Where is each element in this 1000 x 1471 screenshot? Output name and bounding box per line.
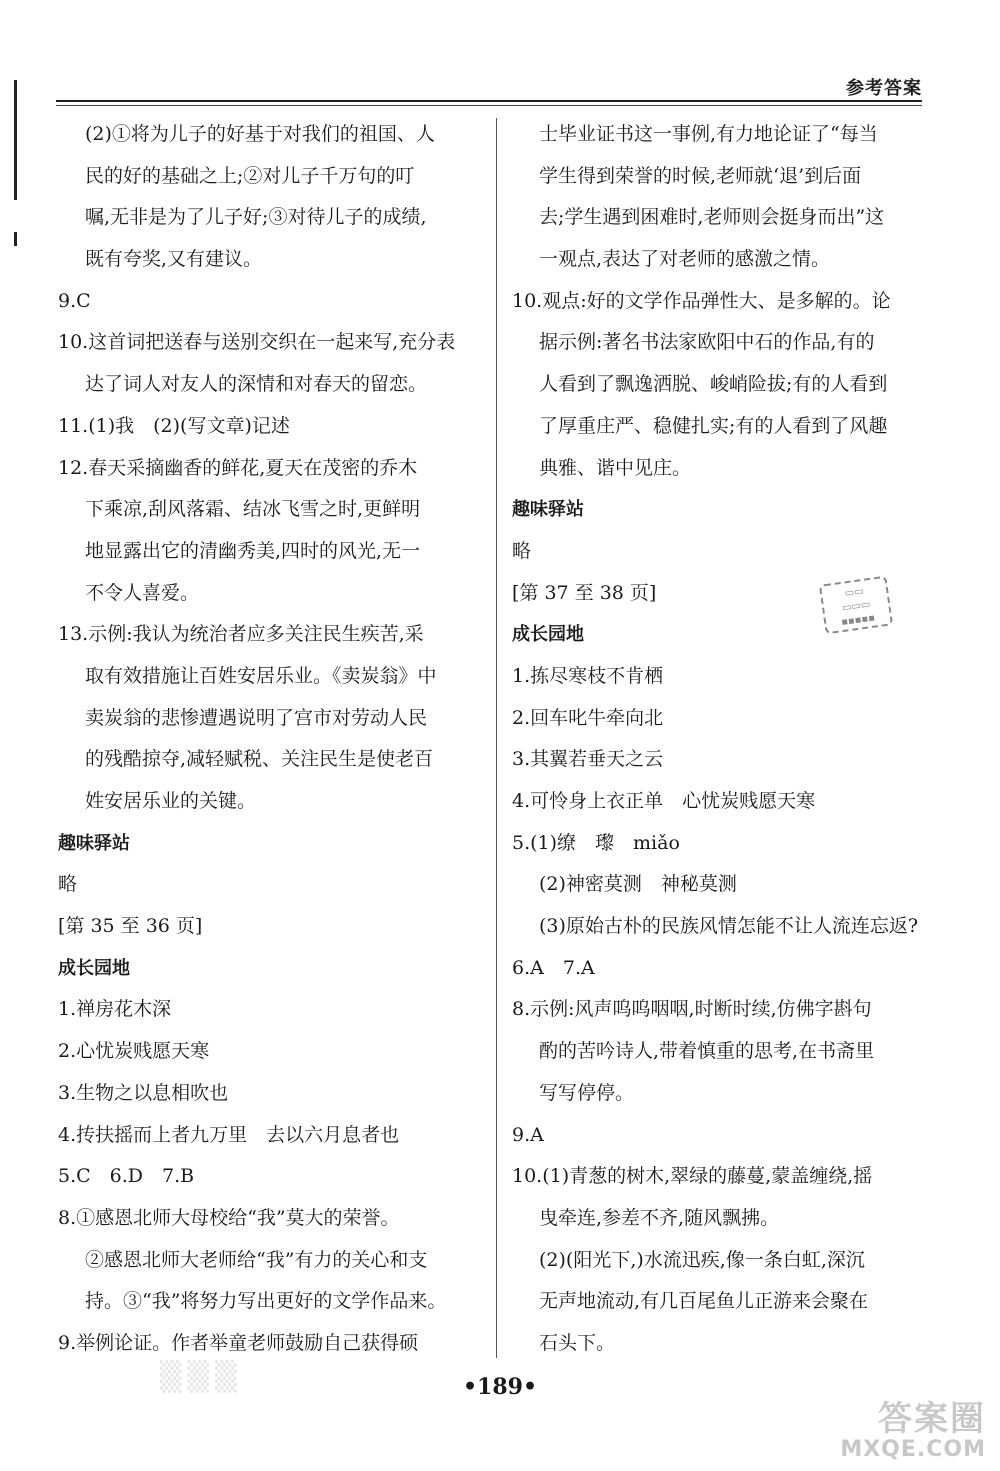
- text-line: 9.C: [58, 289, 91, 312]
- text-line: 姓安居乐业的关键。: [85, 790, 257, 812]
- text-line: 2.回车叱牛牵向北: [512, 706, 664, 729]
- text-line: 3.生物之以息相吹也: [58, 1081, 229, 1104]
- text-line: 人看到了飘逸洒脱、峻峭险拔;有的人看到: [539, 373, 888, 396]
- right-column: [512, 114, 932, 1365]
- page-header: [0, 0, 1000, 105]
- column-divider: [496, 118, 497, 1358]
- text-line: 13.示例:我认为统治者应多关注民生疾苦,采: [58, 623, 424, 646]
- text-line: 地显露出它的清幽秀美,四时的风光,无一: [85, 539, 421, 562]
- watermark-logo: [806, 1400, 986, 1464]
- text-line: 4.抟扶摇而上者九万里 去以六月息者也: [58, 1123, 400, 1146]
- text-line: 酌的苦吟诗人,带着慎重的思考,在书斋里: [539, 1040, 875, 1063]
- section-heading: 成长园地: [512, 624, 584, 646]
- text-line: 既有夸奖,又有建议。: [85, 248, 263, 271]
- text-line: 1.拣尽寒枝不肯栖: [512, 664, 664, 687]
- text-line: 略: [58, 873, 78, 896]
- text-line: (2)(阳光下,)水流迅疾,像一条白虹,深沉: [539, 1248, 865, 1271]
- text-line: ②感恩北师大老师给“我”有力的关心和支: [85, 1248, 428, 1271]
- text-line: 下乘凉,刮风落霜、结冰飞雪之时,更鲜明: [85, 498, 421, 521]
- watermark-text: 答案圈: [878, 1399, 986, 1439]
- binding-mark: [14, 80, 17, 200]
- text-line: 10.观点:好的文学作品弹性大、是多解的。论: [512, 289, 891, 312]
- section-heading: 趣味驿站: [58, 832, 130, 854]
- text-line: 略: [512, 539, 532, 562]
- text-line: 9.举例论证。作者举童老师鼓励自己获得硕: [58, 1331, 419, 1354]
- header-rule: [56, 100, 922, 102]
- text-line: 3.其翼若垂天之云: [512, 748, 664, 771]
- text-line: 曳牵连,参差不齐,随风飘拂。: [539, 1206, 780, 1229]
- text-line: 了厚重庄严、稳健扎实;有的人看到了风趣: [539, 414, 888, 437]
- text-line: 石头下。: [539, 1331, 616, 1354]
- text-line: [第 37 至 38 页]: [512, 581, 657, 604]
- text-line: (2)神密莫测 神秘莫测: [539, 873, 737, 896]
- text-line: (3)原始古朴的民族风情怎能不让人流连忘返?: [539, 915, 919, 938]
- text-line: 无声地流动,有几百尾鱼儿正游来会聚在: [539, 1290, 869, 1313]
- left-column: [58, 114, 478, 1365]
- text-line: 9.A: [512, 1123, 544, 1146]
- header-rule-thin: [56, 105, 922, 106]
- text-line: (2)①将为儿子的好基于对我们的祖国、人: [85, 123, 435, 145]
- text-line: 持。③“我”将努力写出更好的文学作品来。: [85, 1290, 447, 1313]
- text-line: 8.示例:风声呜呜咽咽,时断时续,仿佛字斟句: [512, 998, 872, 1021]
- page-number: •189•: [462, 1374, 538, 1400]
- text-line: 学生得到荣誉的时候,老师就‘退’到后面: [539, 164, 862, 187]
- text-line: 据示例:著名书法家欧阳中石的作品,有的: [539, 331, 875, 354]
- text-line: 取有效措施让百姓安居乐业。《卖炭翁》中: [85, 664, 437, 687]
- text-line: 10.这首词把送春与送别交织在一起来写,充分表: [58, 331, 456, 354]
- text-line: 一观点,表达了对老师的感激之情。: [539, 248, 831, 271]
- page-title: 参考答案: [846, 78, 922, 99]
- text-line: 5.(1)缭 瓈 miǎo: [512, 831, 680, 854]
- text-line: 2.心忧炭贱愿天寒: [58, 1040, 210, 1063]
- text-line: 去;学生遇到困难时,老师则会挺身而出”这: [539, 206, 885, 229]
- text-line: 卖炭翁的悲惨遭遇说明了宫市对劳动人民: [85, 706, 428, 729]
- text-line: 士毕业证书这一事例,有力地论证了“每当: [539, 123, 878, 145]
- text-line: 写写停停。: [539, 1081, 635, 1104]
- text-line: 11.(1)我 (2)(写文章)记述: [58, 414, 290, 437]
- text-line: 不令人喜爱。: [85, 581, 200, 604]
- text-line: [第 35 至 36 页]: [58, 915, 203, 938]
- text-line: 10.(1)青葱的树木,翠绿的藤蔓,蒙盖缠绕,摇: [512, 1165, 873, 1188]
- text-line: 4.可怜身上衣正单 心忧炭贱愿天寒: [512, 790, 816, 812]
- text-line: 8.①感恩北师大母校给“我”莫大的荣誉。: [58, 1206, 400, 1229]
- text-line: 6.A 7.A: [512, 956, 595, 979]
- section-heading: 趣味驿站: [512, 499, 584, 521]
- faded-print: ▒▒▒: [160, 1360, 243, 1393]
- text-line: 典雅、谐中见庄。: [539, 456, 692, 479]
- section-heading: 成长园地: [58, 957, 130, 979]
- text-line: 达了词人对友人的深情和对春天的留恋。: [85, 373, 428, 396]
- text-line: 12.春天采摘幽香的鲜花,夏天在茂密的乔木: [58, 456, 418, 479]
- text-line: 民的好的基础之上;②对儿子千万句的叮: [85, 164, 415, 187]
- text-line: 的残酷掠夺,减轻赋税、关注民生是使老百: [85, 748, 434, 771]
- stamp-mark: ▭▭ ▭▭▭ ▪▪▪▪▪: [819, 576, 893, 635]
- text-line: 1.禅房花木深: [58, 998, 172, 1021]
- binding-mark-small: [14, 232, 17, 246]
- text-line: 嘱,无非是为了儿子好;③对待儿子的成绩,: [85, 206, 427, 229]
- text-line: 5.C 6.D 7.B: [58, 1165, 195, 1188]
- watermark-url: MXQE.COM: [840, 1437, 986, 1462]
